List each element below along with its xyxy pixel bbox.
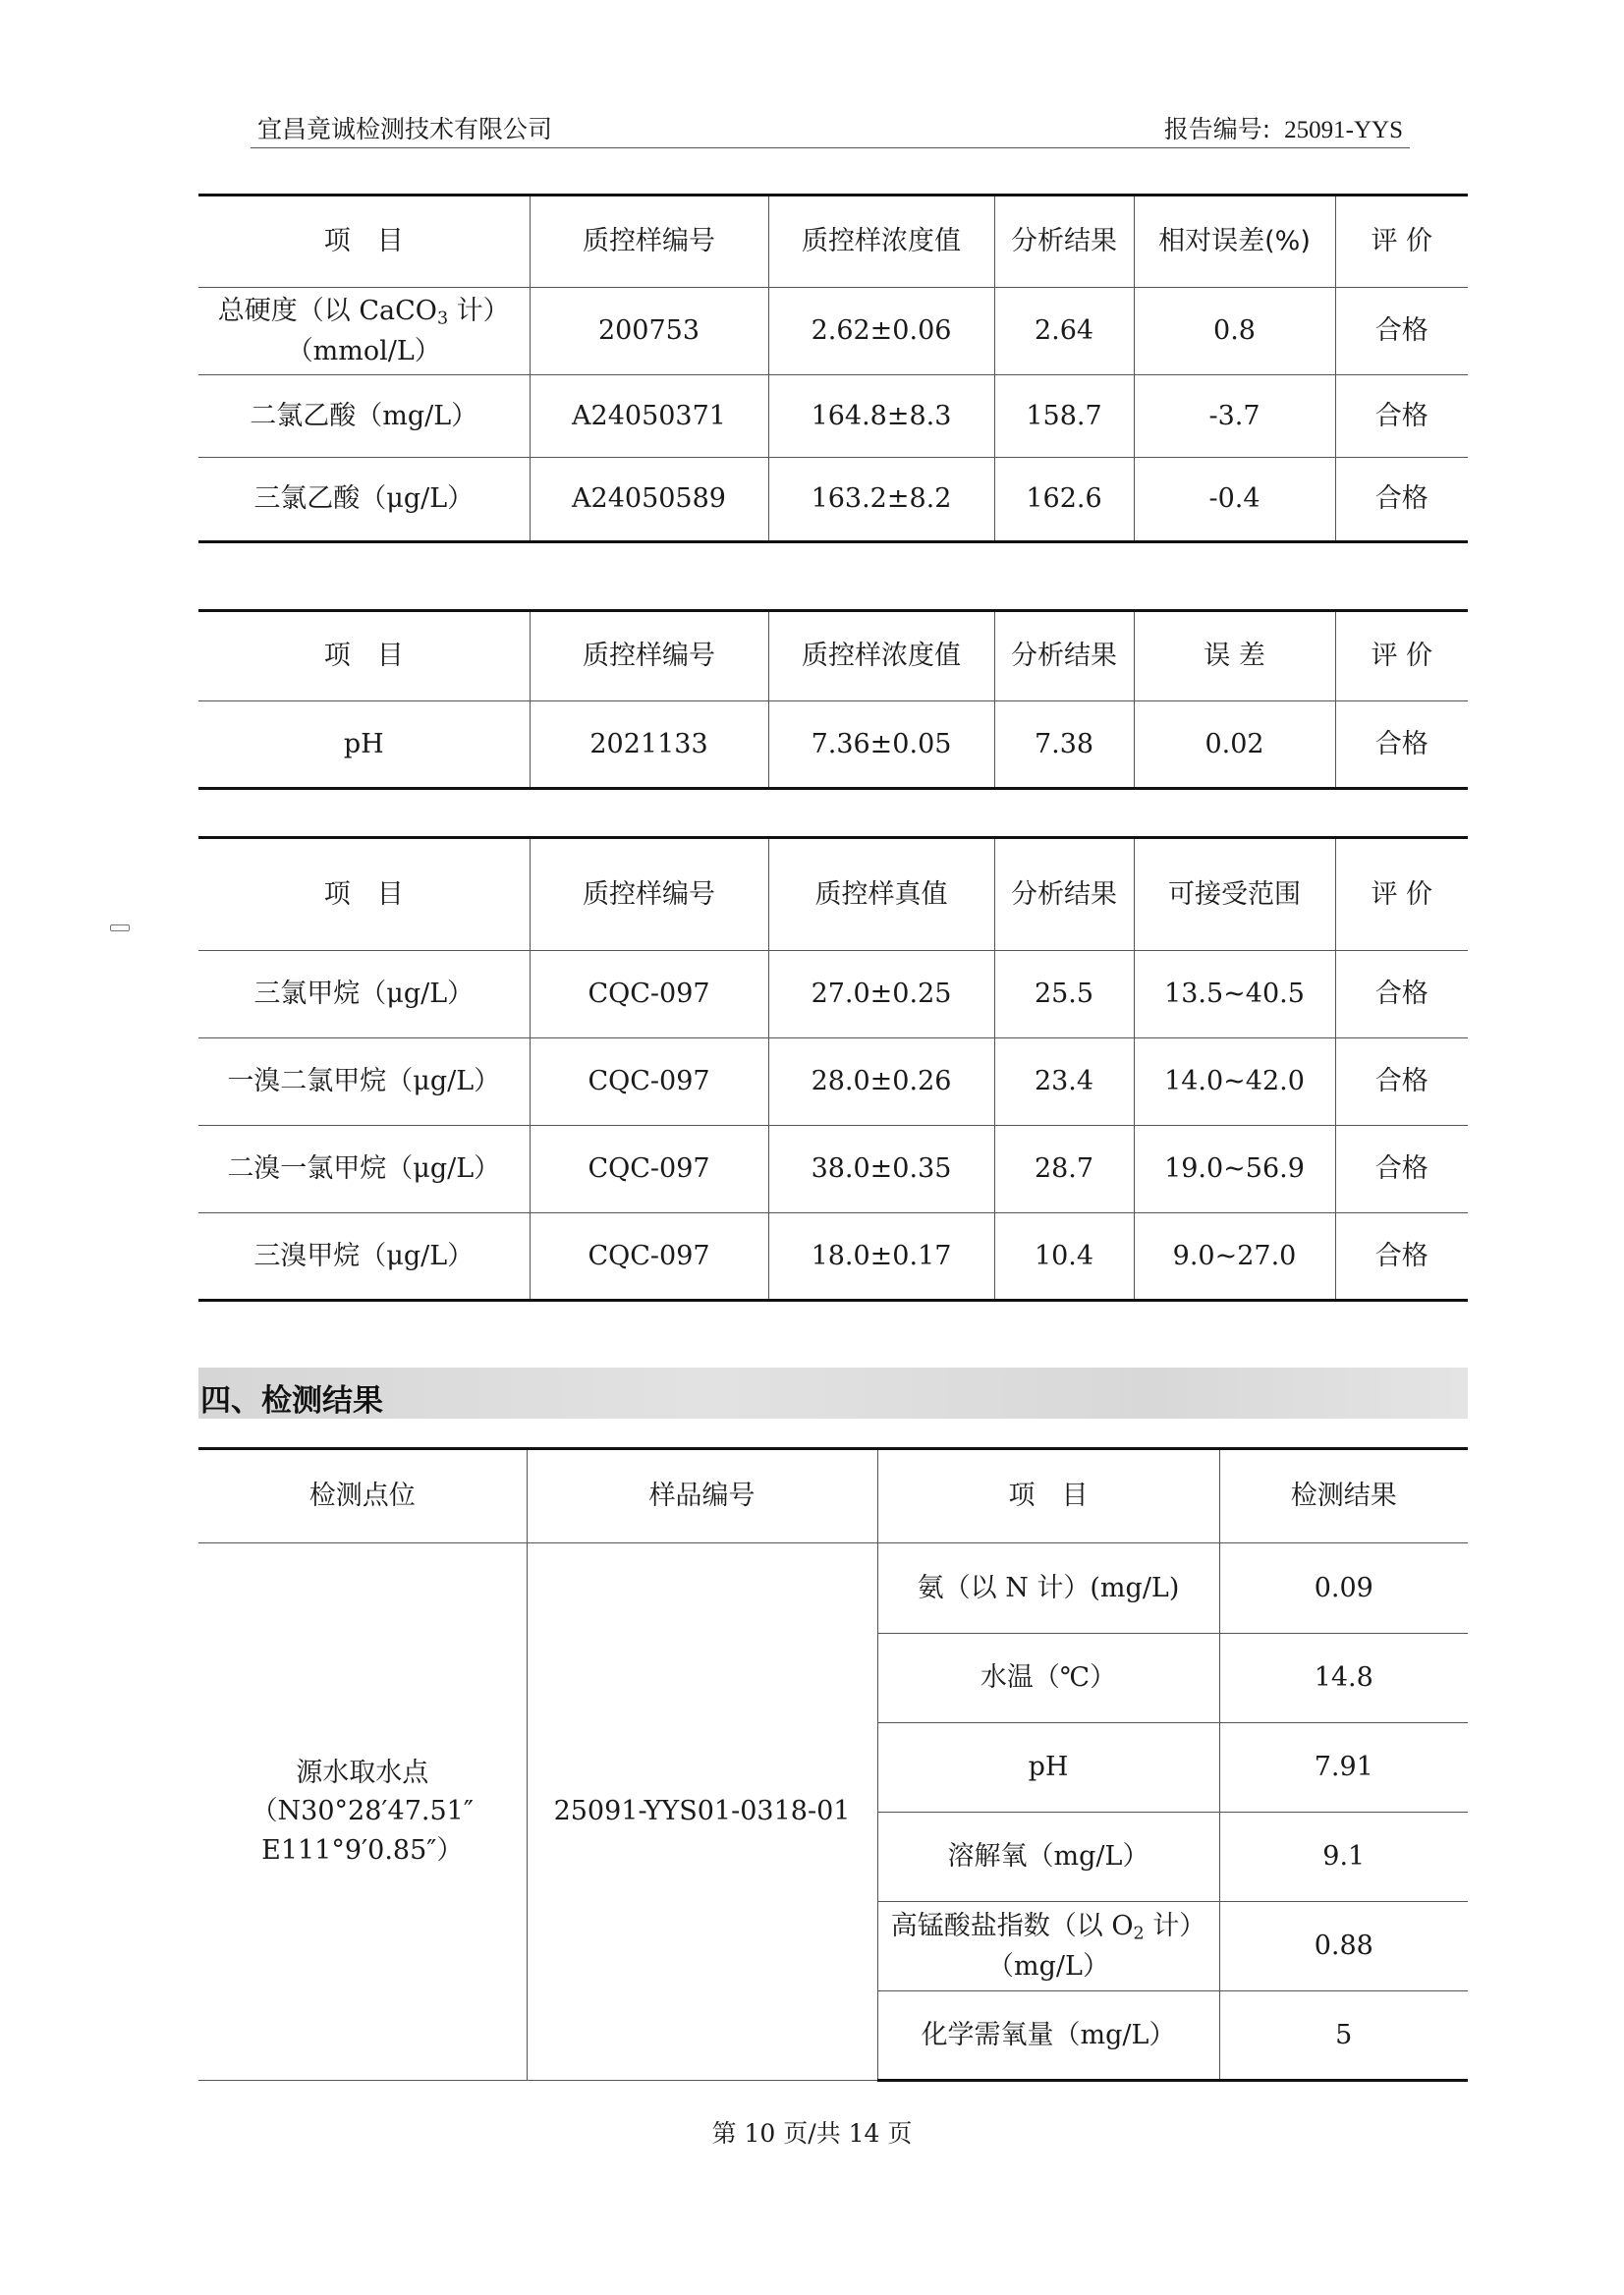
col-header-item: 项 目 [198, 838, 530, 951]
qc-table-relative-error [198, 194, 1468, 543]
table-row [198, 701, 1468, 789]
table-header-row [198, 196, 1468, 288]
col-header-result: 检测结果 [1219, 1449, 1468, 1543]
cell-result: 158.7 [994, 375, 1134, 458]
cell-true-value: 27.0±0.25 [768, 951, 994, 1038]
cell-value: 14.8 [1219, 1634, 1468, 1723]
cell-item: pH [198, 701, 530, 789]
col-header-site: 检测点位 [198, 1449, 527, 1543]
cell-qc-id: CQC-097 [530, 1213, 768, 1301]
cell-value: 7.91 [1219, 1723, 1468, 1813]
cell-item: 二溴一氯甲烷（μg/L） [198, 1126, 530, 1213]
col-header-qc-id: 质控样编号 [530, 196, 768, 288]
cell-error: -3.7 [1134, 375, 1335, 458]
cell-true-value: 38.0±0.35 [768, 1126, 994, 1213]
cell-eval: 合格 [1335, 458, 1468, 542]
cell-true-value: 28.0±0.26 [768, 1038, 994, 1126]
cell-value: 5 [1219, 1991, 1468, 2081]
report-number [1164, 110, 1403, 145]
cell-result: 25.5 [994, 951, 1134, 1038]
cell-eval: 合格 [1335, 1213, 1468, 1301]
cell-eval: 合格 [1335, 1038, 1468, 1126]
col-header-qc-conc: 质控样浓度值 [768, 196, 994, 288]
scan-mark [110, 924, 130, 931]
cell-eval: 合格 [1335, 1126, 1468, 1213]
col-header-qc-conc: 质控样浓度值 [768, 611, 994, 701]
cell-result: 23.4 [994, 1038, 1134, 1126]
table-row [198, 1213, 1468, 1301]
col-header-result: 分析结果 [994, 196, 1134, 288]
cell-qc-id: CQC-097 [530, 951, 768, 1038]
table-header-row [198, 611, 1468, 701]
cell-result: 10.4 [994, 1213, 1134, 1301]
results-table [198, 1447, 1468, 2082]
cell-item: 氨（以 N 计）(mg/L) [877, 1543, 1219, 1634]
cell-result: 162.6 [994, 458, 1134, 542]
cell-qc-conc: 163.2±8.2 [768, 458, 994, 542]
section-heading [198, 1368, 1468, 1419]
cell-result: 2.64 [994, 288, 1134, 375]
col-header-qc-id: 质控样编号 [530, 611, 768, 701]
table-row [198, 1543, 1468, 1634]
cell-error: 0.8 [1134, 288, 1335, 375]
cell-error: 0.02 [1134, 701, 1335, 789]
col-header-range: 可接受范围 [1134, 838, 1335, 951]
col-header-rel-error: 相对误差(%) [1134, 196, 1335, 288]
col-header-item: 项 目 [198, 611, 530, 701]
col-header-result: 分析结果 [994, 611, 1134, 701]
company-name: 宜昌竟诚检测技术有限公司 [257, 115, 553, 143]
cell-eval: 合格 [1335, 288, 1468, 375]
section-title: 四、检测结果 [200, 1383, 383, 1419]
cell-eval: 合格 [1335, 701, 1468, 789]
cell-item: 溶解氧（mg/L） [877, 1813, 1219, 1902]
cell-item: 一溴二氯甲烷（μg/L） [198, 1038, 530, 1126]
cell-qc-id: 2021133 [530, 701, 768, 789]
table-row [198, 375, 1468, 458]
col-header-error: 误 差 [1134, 611, 1335, 701]
cell-eval: 合格 [1335, 951, 1468, 1038]
table-row [198, 288, 1468, 375]
table-row [198, 1126, 1468, 1213]
col-header-eval: 评 价 [1335, 611, 1468, 701]
cell-item: 三氯乙酸（μg/L） [198, 458, 530, 542]
cell-value: 9.1 [1219, 1813, 1468, 1902]
col-header-true-value: 质控样真值 [768, 838, 994, 951]
cell-qc-conc: 7.36±0.05 [768, 701, 994, 789]
cell-true-value: 18.0±0.17 [768, 1213, 994, 1301]
col-header-result: 分析结果 [994, 838, 1134, 951]
table-header-row [198, 1449, 1468, 1543]
col-header-item: 项 目 [198, 196, 530, 288]
qc-table-error [198, 609, 1468, 790]
cell-range: 14.0~42.0 [1134, 1038, 1335, 1126]
col-header-eval: 评 价 [1335, 838, 1468, 951]
header-rule [251, 147, 1410, 148]
page-number: 第 10 页/共 14 页 [711, 2119, 913, 2148]
cell-item: 高锰酸盐指数（以 $O_2$ 计） （mg/L） [877, 1902, 1219, 1991]
table-header-row [198, 838, 1468, 951]
cell-item: 二氯乙酸（mg/L） [198, 375, 530, 458]
col-header-item: 项 目 [877, 1449, 1219, 1543]
cell-qc-id: A24050589 [530, 458, 768, 542]
table-row [198, 458, 1468, 542]
cell-site: 源水取水点 （N30°28′47.51″ E111°9′0.85″） [198, 1543, 527, 2081]
cell-range: 9.0~27.0 [1134, 1213, 1335, 1301]
cell-qc-conc: 2.62±0.06 [768, 288, 994, 375]
cell-qc-conc: 164.8±8.3 [768, 375, 994, 458]
col-header-eval: 评 价 [1335, 196, 1468, 288]
cell-range: 13.5~40.5 [1134, 951, 1335, 1038]
qc-table-acceptable-range [198, 836, 1468, 1302]
cell-result: 7.38 [994, 701, 1134, 789]
cell-item: 三溴甲烷（μg/L） [198, 1213, 530, 1301]
col-header-sample-id: 样品编号 [527, 1449, 877, 1543]
cell-eval: 合格 [1335, 375, 1468, 458]
cell-item: 三氯甲烷（μg/L） [198, 951, 530, 1038]
cell-value: 0.88 [1219, 1902, 1468, 1991]
table-row [198, 951, 1468, 1038]
cell-qc-id: CQC-097 [530, 1126, 768, 1213]
cell-range: 19.0~56.9 [1134, 1126, 1335, 1213]
report-number-label: 报告编号: [1163, 115, 1271, 143]
cell-qc-id: A24050371 [530, 375, 768, 458]
cell-value: 0.09 [1219, 1543, 1468, 1634]
cell-item: 化学需氧量（mg/L） [877, 1991, 1219, 2081]
col-header-qc-id: 质控样编号 [530, 838, 768, 951]
cell-result: 28.7 [994, 1126, 1134, 1213]
report-number-value: 25091-YYS [1284, 117, 1403, 143]
table-row [198, 1038, 1468, 1126]
cell-item: 水温（℃） [877, 1634, 1219, 1723]
cell-item: 总硬度（以 CaCO$_3$ 计） （mmol/L） [198, 288, 530, 375]
cell-error: -0.4 [1134, 458, 1335, 542]
cell-item: pH [877, 1723, 1219, 1813]
cell-sample-id: 25091-YYS01-0318-01 [527, 1543, 877, 2081]
cell-qc-id: 200753 [530, 288, 768, 375]
cell-qc-id: CQC-097 [530, 1038, 768, 1126]
